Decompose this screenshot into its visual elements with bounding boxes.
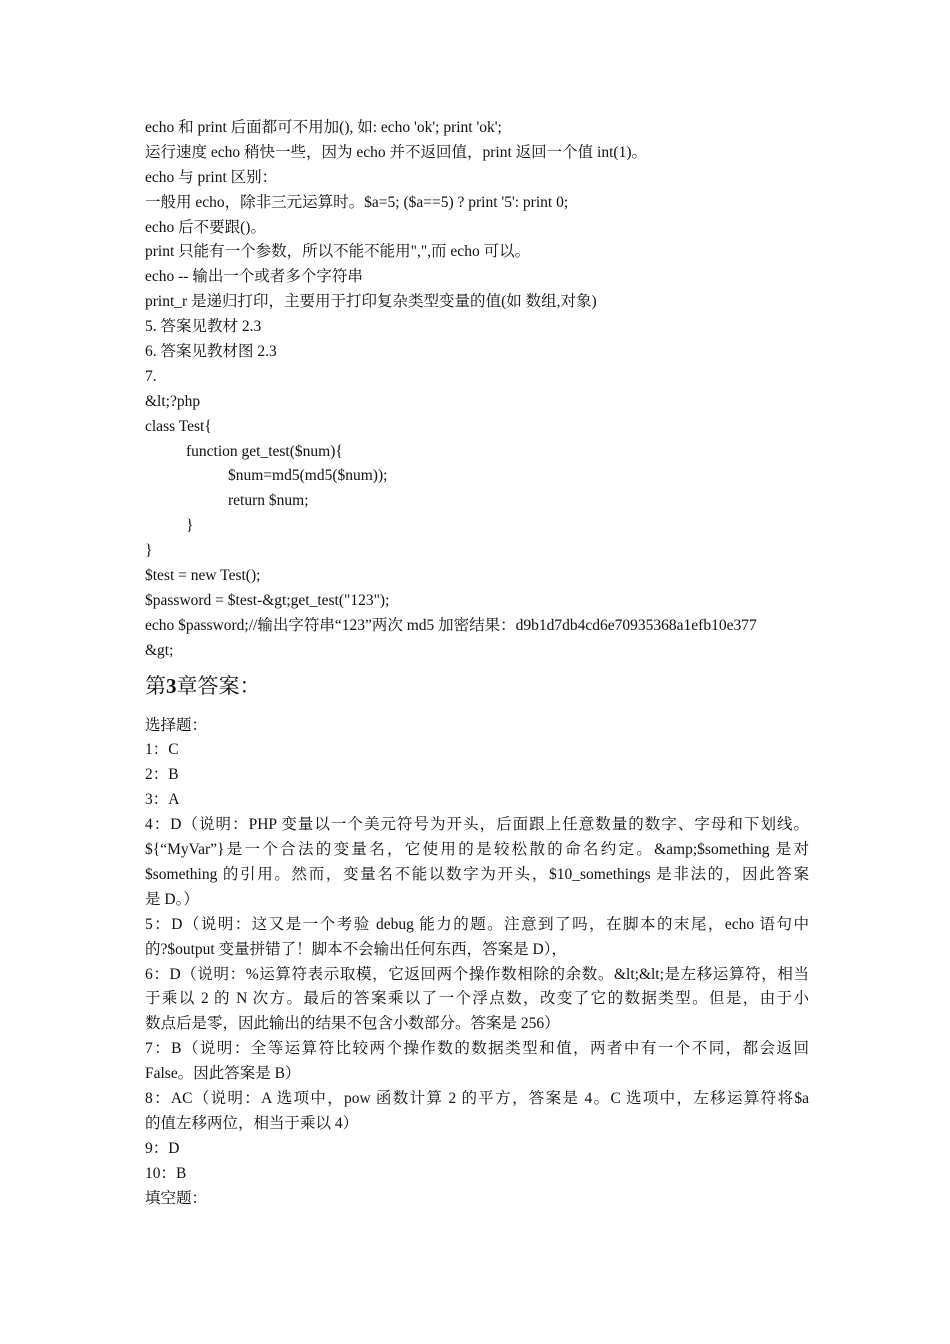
answer-line: 10：B — [145, 1164, 187, 1182]
text-line: 运行速度 echo 稍快一些，因为 echo 并不返回值，print 返回一个值 int(1)。 — [145, 143, 647, 161]
text-line: print_r 是递归打印，主要用于打印复杂类型变量的值(如 数组,对象) — [145, 293, 597, 311]
text-line: 一般用 echo，除非三元运算时。$a=5; ($a==5) ? print '5': print 0; — [145, 193, 569, 211]
chapter-heading — [145, 668, 809, 704]
text-line: 5. 答案见教材 2.3 — [145, 318, 262, 336]
code-line: } — [186, 517, 194, 535]
answer-line: ${“MyVar”}是一个合法的变量名，它使用的是较松散的命名约定。&amp;$something 是对 — [145, 841, 809, 859]
answer-line: 5：D（说明：这又是一个考验 debug 能力的题。注意到了吗，在脚本的末尾，echo 语句中 — [145, 915, 809, 933]
code-line: &lt;?php — [145, 392, 201, 410]
chapter-heading-number: 3 — [166, 673, 177, 698]
text-line: echo 和 print 后面都可不用加(), 如: echo 'ok'; print 'ok'; — [145, 119, 502, 136]
answer-line: 7：B（说明：全等运算符比较两个操作数的数据类型和值，两者中有一个不同，都会返回 — [145, 1040, 809, 1058]
code-line: class Test{ — [145, 417, 212, 435]
text-line: echo -- 输出一个或者多个字符串 — [145, 268, 363, 286]
page-content — [145, 116, 809, 1211]
answer-line: False。因此答案是 B） — [145, 1065, 301, 1083]
code-line: echo $password;//输出字符串“123”两次 md5 加密结果：d9b1d7db4cd6e70935368a1efb10e377 — [145, 616, 757, 634]
answer-line: 3：A — [145, 791, 180, 809]
code-line: function get_test($num){ — [186, 442, 343, 460]
chapter-heading-prefix: 第 — [145, 673, 166, 698]
answer-line: 9：D — [145, 1139, 180, 1157]
code-line: $test = new Test(); — [145, 567, 261, 585]
answer-line: 是 D。） — [145, 890, 199, 908]
answer-line: 数点后是零，因此输出的结果不包含小数部分。答案是 256） — [145, 1015, 560, 1033]
answers-section — [145, 714, 809, 1212]
code-line: return $num; — [228, 492, 309, 510]
code-line: $password = $test-&gt;get_test("123"); — [145, 591, 390, 609]
answer-line: $something 的引用。然而，变量名不能以数字为开头，$10_somethings 是非法的，因此答案 — [145, 865, 809, 883]
answer-line: 的值左移两位，相当于乘以 4） — [145, 1114, 359, 1132]
code-line: &gt; — [145, 641, 174, 659]
answer-line: 于乘以 2 的 N 次方。最后的答案乘以了一个浮点数，改变了它的数据类型。但是，由于小 — [145, 990, 809, 1008]
answer-line: 8：AC（说明：A 选项中，pow 函数计算 2 的平方，答案是 4。C 选项中，左移运算符将$a — [145, 1089, 809, 1107]
text-line: 7. — [145, 367, 157, 385]
answer-line: 6：D（说明：%运算符表示取模，它返回两个操作数相除的余数。&lt;&lt;是左移运算符，相当 — [145, 965, 809, 983]
chapter-heading-suffix: 章答案： — [176, 673, 261, 698]
code-line: $num=md5(md5($num)); — [228, 467, 388, 485]
section-label: 选择题： — [145, 716, 208, 734]
text-line: 6. 答案见教材图 2.3 — [145, 343, 277, 361]
answer-line: 1：C — [145, 741, 179, 759]
section-label: 填空题： — [145, 1189, 208, 1207]
answer-line: 2：B — [145, 766, 179, 784]
text-line: print 只能有一个参数，所以不能不能用",",而 echo 可以。 — [145, 243, 531, 261]
code-line: } — [145, 542, 153, 560]
code-section — [145, 116, 809, 664]
answer-line: 的?$output 变量拼错了！脚本不会输出任何东西，答案是 D）， — [145, 940, 567, 958]
text-line: echo 与 print 区别： — [145, 168, 278, 186]
text-line: echo 后不要跟()。 — [145, 218, 266, 236]
answer-line: 4：D（说明：PHP 变量以一个美元符号为开头，后面跟上任意数量的数字、字母和下划线。 — [145, 816, 809, 834]
